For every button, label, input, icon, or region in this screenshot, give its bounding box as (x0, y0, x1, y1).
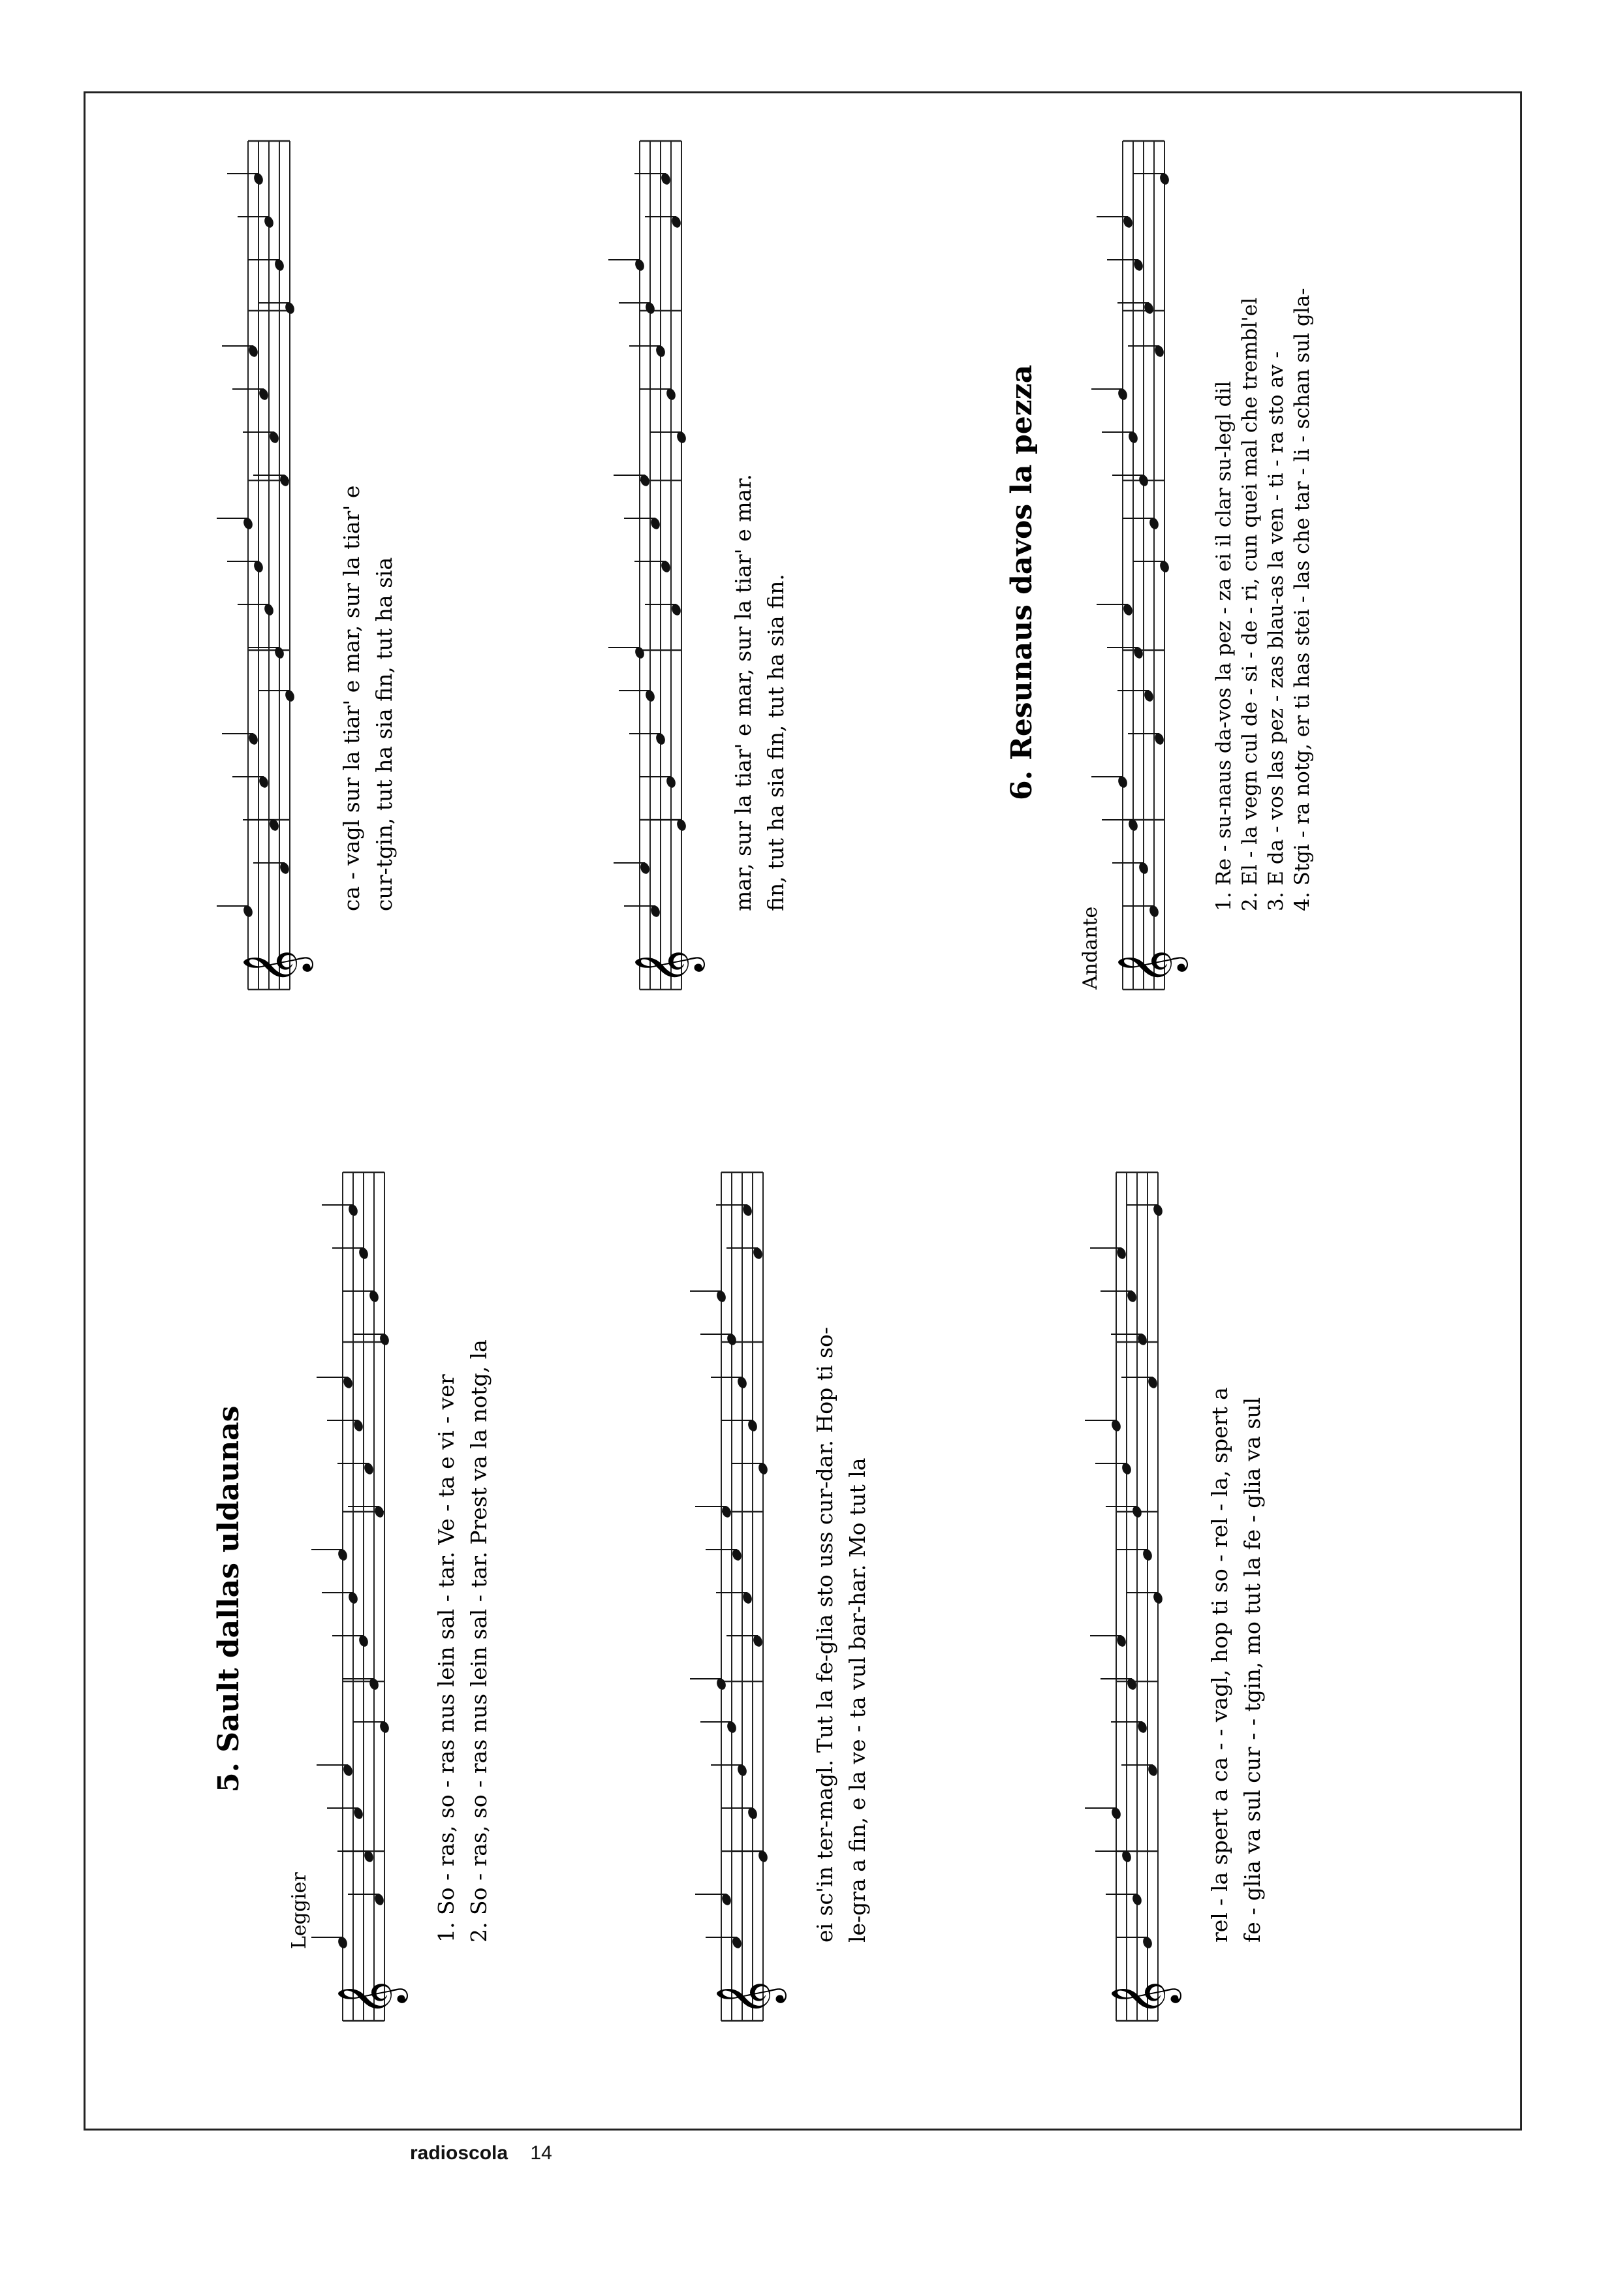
staff-lines (1091, 141, 1188, 990)
page-footer (410, 2142, 552, 2164)
song-5-sys2-lyric-2: le-gra a fin, e la ve - ta vul bar-har. Mo tut la (845, 1458, 870, 1943)
treble-clef-icon: 𝄞 (1110, 1980, 1179, 2016)
song-5-score (212, 1172, 1265, 2021)
song-5-end-system-1 (217, 141, 397, 990)
staff-lines (690, 1172, 787, 2021)
song-5-end-sys1-lyric-2: cur-tgin, tut ha sia fin, tut ha sia (371, 557, 397, 911)
treble-clef-icon: 𝄞 (242, 949, 311, 984)
staff-lines (1085, 1172, 1181, 2021)
song-5-system-2 (690, 1172, 870, 2021)
song-6-lyric-4: 4. Stgi - ra notg, er ti has stei - las che tar - li - schan sul gla- (1290, 288, 1314, 911)
song-5-sys1-lyric-1: 1. So - ras, so - ras nus lein sal - tar. Ve - ta e vi - ver (433, 1374, 459, 1943)
song-5-end-system-2 (608, 141, 789, 990)
treble-clef-icon: 𝄞 (1117, 949, 1185, 984)
song-6-title: 6. Resunaus davos la pezza (1005, 364, 1038, 800)
song-5-end-sys2-lyric-1: mar, sur la tiar' e mar, sur la tiar' e mar. (730, 474, 756, 911)
song-5-sys2-lyric-1: ei sc'in ter-magl. Tut la fe-glia sto uss cur-dar. Hop ti so- (812, 1327, 837, 1943)
song-5-sys3-lyric-2: fe - glia va sul cur - - tgin, mo tut la fe - glia va sul (1240, 1397, 1265, 1943)
song-5-system-1 (311, 1172, 492, 2021)
song-6-score (217, 141, 1314, 990)
song-6-lyric-1: 1. Re - su-naus da-vos la pez - za ei il clar su-legl dil (1212, 381, 1236, 911)
treble-clef-icon: 𝄞 (337, 1980, 405, 2016)
treble-clef-icon: 𝄞 (715, 1980, 784, 2016)
song-6-tempo: Andante (1079, 906, 1102, 990)
footer-brand: radioscola (410, 2142, 508, 2164)
song-5-end-sys1-lyric-1: ca - vagl sur la tiar' e mar, sur la tiar' e (339, 485, 364, 911)
staff-lines (217, 141, 313, 990)
staff-lines (311, 1172, 408, 2021)
staff-lines (608, 141, 705, 990)
song-5-sys1-lyric-2: 2. So - ras, so - ras nus lein sal - tar. Prest va la notg, la (466, 1339, 492, 1943)
song-5-sys3-lyric-1: rel - la spert a ca - - vagl, hop ti so - rel - la, spert a (1207, 1387, 1232, 1943)
song-5-title: 5. Sault dallas uldaunas (212, 1405, 245, 1792)
footer-page-number: 14 (530, 2142, 552, 2164)
song-6-lyric-2: 2. El - la vegn cul de - si - de - ri, cun quei mal che trembl'el (1238, 297, 1262, 911)
song-5-system-3 (1085, 1172, 1265, 2021)
song-5-tempo: Leggier (288, 1872, 311, 1949)
treble-clef-icon: 𝄞 (634, 949, 702, 984)
song-6-system-1 (1091, 141, 1314, 990)
song-5-end-sys2-lyric-2: fin, tut ha sia fin, tut ha sia fin. (763, 574, 789, 911)
song-6-lyric-3: 3. E da - vos las pez - zas blau-as la ven - ti - ra sto av - (1264, 351, 1288, 911)
